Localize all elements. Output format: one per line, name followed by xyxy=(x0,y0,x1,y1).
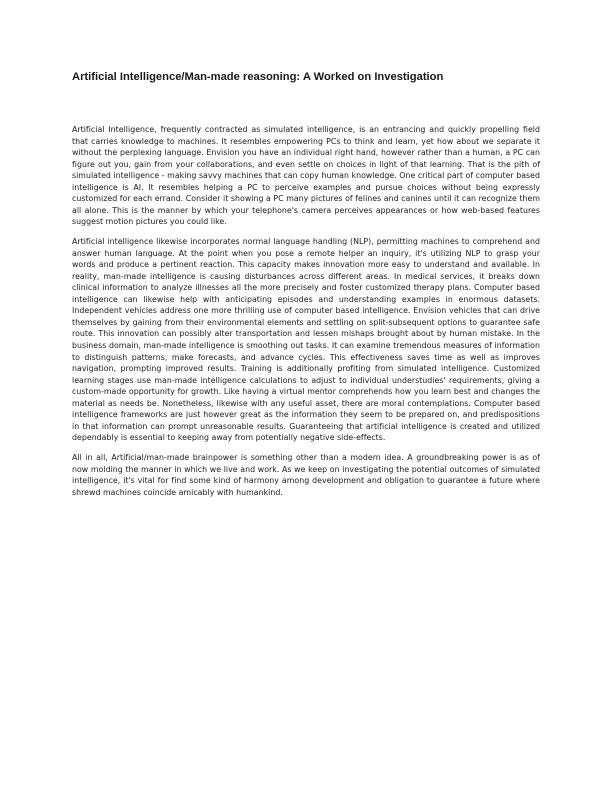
paragraph-conclusion: All in all, Artificial/man-made brainpower is something other than a modern idea. A groundbreaking power is as of now molding the manner in which we live and work. As we keep on investigating the potential outcomes of simulated intelligence, it's vital for find some kind of harmony among development and obligation to guarantee a future where shrewd machines coincide amicably with humankind. xyxy=(72,453,540,497)
paragraph-intro: Artificial Intelligence, frequently contracted as simulated intelligence, is an entrancing and quickly propelling field that carries knowledge to machines. It resembles empowering PCs to think and learn, yet how about we separate it without the perplexing language. Envision you have an individual right hand, however rather than a human, a PC can figure out you, gain from your collaborations, and even settle on choices in light of that learning. That is the pith of simulated intelligence - making savvy machines that can copy human knowledge. One critical part of computer based intelligence is AI. It resembles helping a PC to perceive examples and pursue choices without being expressly customized for each errand. Consider it showing a PC many pictures of felines and canines until it can recognize them all alone. This is the manner by which your telephone's camera perceives appearances or how web-based features suggest motion pictures you could like. xyxy=(72,125,540,227)
document-title: Artificial Intelligence/Man-made reasoning: A Worked on Investigation xyxy=(72,71,444,83)
paragraph-applications: Artificial intelligence likewise incorporates normal language handling (NLP), permitting machines to comprehend and answer human language. At the point when you pose a remote helper an inquiry, it's utilizing NLP to grasp your words and produce a pertinent reaction. This capacity makes innovation more easy to understand and available. In reality, man-made intelligence is causing disturbances across different areas. In medical services, it breaks down clinical information to analyze illnesses all the more precisely and foster customized therapy plans. Computer based intelligence can likewise help with anticipating episodes and understanding examples in enormous datasets. Independent vehicles address one more thrilling use of computer based intelligence. Envision vehicles that can drive themselves by gaining from their environmental elements and settling on split-subsequent options to guarantee safe route. This innovation can possibly alter transportation and lessen mishaps brought about by human mistake. In the business domain, man-made intelligence is smoothing out tasks. It can examine tremendous measures of information to distinguish patterns, make forecasts, and advance cycles. This effectiveness saves time as well as improves navigation, prompting improved results. Training is additionally profiting from simulated intelligence. Customized learning stages use man-made intelligence calculations to adjust to individual understudies' requirements, giving a custom-made opportunity for growth. Like having a virtual mentor comprehends how you learn best and changes the material as needs be. Nonetheless, likewise with any useful asset, there are moral contemplations. Computer based intelligence frameworks are just however great as the information they seem to be prepared on, and predispositions in that information can prompt unreasonable results. Guaranteeing that artificial intelligence is created and utilized dependably is essential to keeping away from potentially negative side-effects. xyxy=(72,237,540,443)
document-body xyxy=(72,124,540,507)
